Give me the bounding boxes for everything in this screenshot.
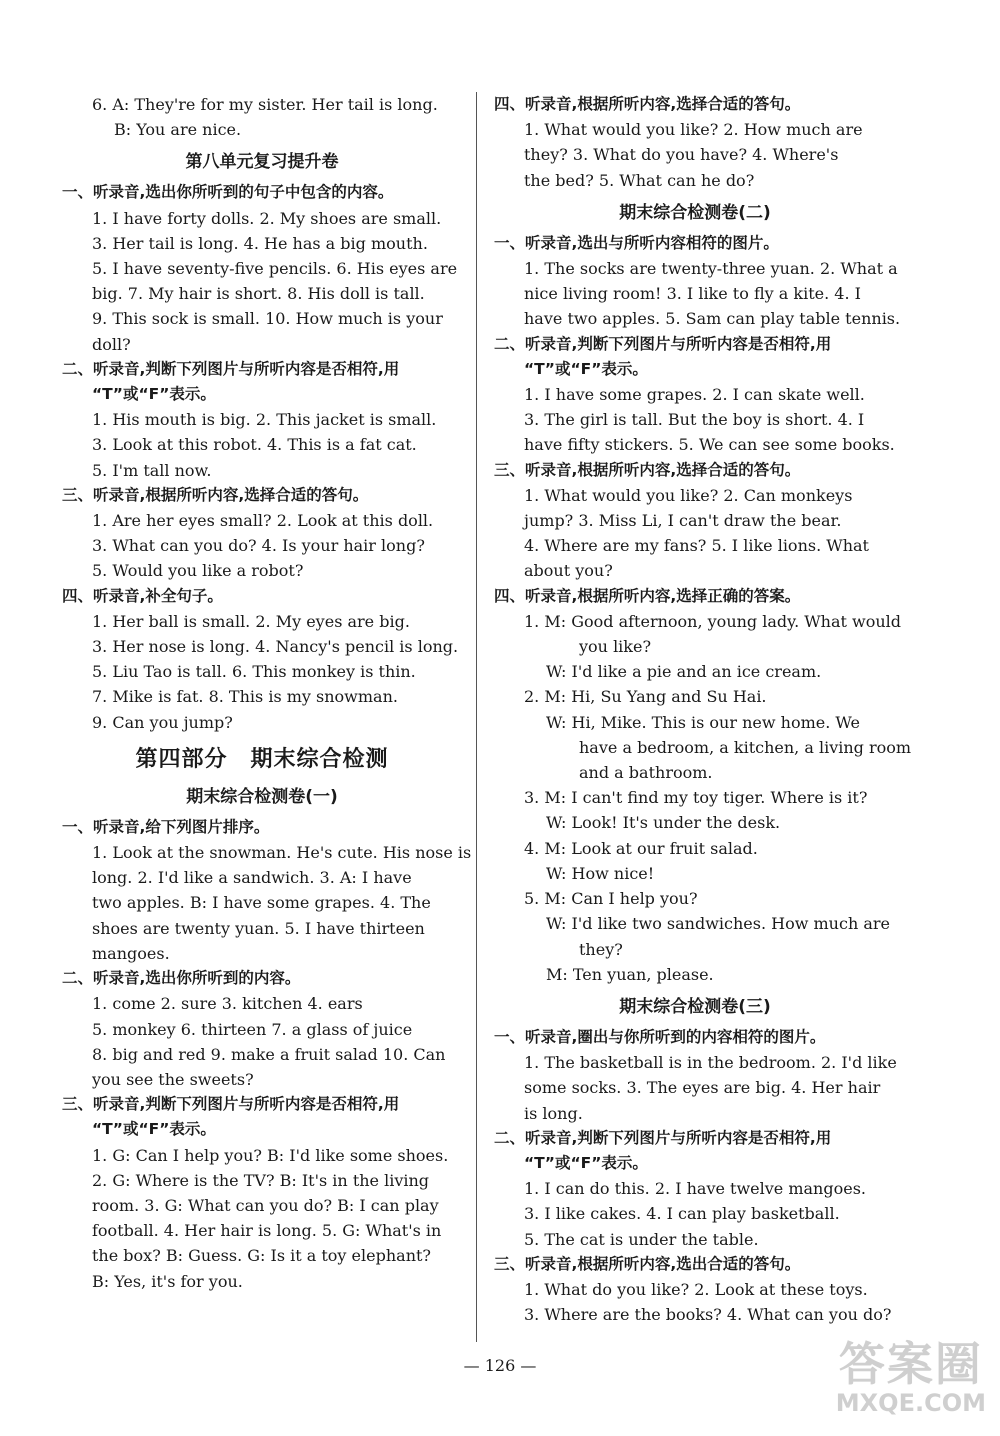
text-line: jump? 3. Miss Li, I can't draw the bear. xyxy=(524,511,842,531)
text-line: 1. come 2. sure 3. kitchen 4. ears xyxy=(92,994,363,1014)
text-line: 3. M: I can't find my toy tiger. Where is it? xyxy=(524,788,868,808)
text-line: 3. I like cakes. 4. I can play basketball. xyxy=(524,1204,840,1224)
text-line: 5. Liu Tao is tall. 6. This monkey is thin. xyxy=(92,662,416,682)
text-line: 5. monkey 6. thirteen 7. a glass of juice xyxy=(92,1019,413,1039)
text-line: 1. I can do this. 2. I have twelve mangoes. xyxy=(524,1179,866,1199)
question-heading: 二、听录音,判断下列图片与所听内容是否相符,用 xyxy=(494,1128,832,1147)
text-line: 1. I have some grapes. 2. I can skate well. xyxy=(524,385,865,405)
text-line: 3. What can you do? 4. Is your hair long? xyxy=(92,536,425,556)
text-line: 1. I have forty dolls. 2. My shoes are small. xyxy=(92,208,442,228)
text-line: W: I'd like a pie and an ice cream. xyxy=(546,662,822,682)
text-line: they? 3. What do you have? 4. Where's xyxy=(524,145,839,165)
text-line: 2. M: Hi, Su Yang and Su Hai. xyxy=(524,687,767,707)
question-heading: 一、听录音,圈出与你所听到的内容相符的图片。 xyxy=(494,1027,826,1046)
part-title: 第四部分 期末综合检测 xyxy=(135,746,389,772)
text-line: 3. Her tail is long. 4. He has a big mouth. xyxy=(92,233,428,253)
text-line: they? xyxy=(579,939,623,959)
text-line: 4. Where are my fans? 5. I like lions. What xyxy=(524,536,869,556)
text-line: and a bathroom. xyxy=(579,763,713,783)
watermark-text: 答案圈 xyxy=(838,1337,983,1391)
text-line: have two apples. 5. Sam can play table tennis. xyxy=(524,309,901,329)
column-divider xyxy=(476,92,477,1342)
question-heading: 二、听录音,选出你所听到的内容。 xyxy=(62,969,301,988)
text-line: some socks. 3. The eyes are big. 4. Her hair xyxy=(524,1078,881,1098)
text-line: 3. The girl is tall. But the boy is short. 4. I xyxy=(524,410,865,430)
text-line: 1. M: Good afternoon, young lady. What would xyxy=(524,611,902,631)
text-line: B: Yes, it's for you. xyxy=(92,1271,243,1291)
text-line: 9. This sock is small. 10. How much is your xyxy=(92,309,443,329)
text-line: M: Ten yuan, please. xyxy=(546,964,714,984)
text-line: 1. What do you like? 2. Look at these toys. xyxy=(524,1279,868,1299)
section-title: 期末综合检测卷(三) xyxy=(619,996,771,1017)
text-line: the bed? 5. What can he do? xyxy=(524,170,755,190)
page-number: — 126 — xyxy=(463,1356,537,1375)
question-heading: 三、听录音,根据所听内容,选择合适的答句。 xyxy=(62,485,369,504)
left-column xyxy=(62,92,472,1294)
text-line: big. 7. My hair is short. 8. His doll is tall. xyxy=(92,284,425,304)
text-line: 5. I have seventy-five pencils. 6. His eyes are xyxy=(92,259,458,279)
section-title: 期末综合检测卷(二) xyxy=(619,202,771,223)
text-line: B: You are nice. xyxy=(114,120,242,140)
text-line: W: Look! It's under the desk. xyxy=(546,813,781,833)
text-line: 7. Mike is fat. 8. This is my snowman. xyxy=(92,687,398,707)
question-heading: 三、听录音,根据所听内容,选出合适的答句。 xyxy=(494,1254,801,1273)
text-line: 1. G: Can I help you? B: I'd like some shoes. xyxy=(92,1145,449,1165)
text-line: you like? xyxy=(579,637,652,657)
question-heading: 四、听录音,根据所听内容,选择正确的答案。 xyxy=(494,586,801,605)
watermark-logo xyxy=(836,1338,986,1416)
right-column xyxy=(494,92,912,1327)
text-line: 1. Look at the snowman. He's cute. His nose is xyxy=(92,843,472,863)
text-line: you see the sweets? xyxy=(92,1069,254,1089)
text-line: is long. xyxy=(524,1103,583,1123)
text-line: W: I'd like two sandwiches. How much are xyxy=(546,914,890,934)
text-line: W: Hi, Mike. This is our new home. We xyxy=(546,712,860,732)
text-line: 5. M: Can I help you? xyxy=(524,889,698,909)
section-title: 期末综合检测卷(一) xyxy=(186,786,338,807)
text-line: 5. The cat is under the table. xyxy=(524,1229,759,1249)
text-line: 1. The socks are twenty-three yuan. 2. What a xyxy=(524,259,898,279)
text-line: two apples. B: I have some grapes. 4. The xyxy=(92,893,431,913)
question-heading: “T”或“F”表示。 xyxy=(524,1153,648,1172)
text-line: 1. His mouth is big. 2. This jacket is small. xyxy=(92,410,437,430)
text-line: the box? B: Guess. G: Is it a toy elephant? xyxy=(92,1246,432,1266)
text-line: long. 2. I'd like a sandwich. 3. A: I have xyxy=(92,868,412,888)
question-heading: 二、听录音,判断下列图片与所听内容是否相符,用 xyxy=(494,334,832,353)
text-line: about you? xyxy=(524,561,613,581)
text-line: 1. Her ball is small. 2. My eyes are big. xyxy=(92,611,410,631)
text-line: nice living room! 3. I like to fly a kite. 4. I xyxy=(524,284,861,304)
text-line: 3. Look at this robot. 4. This is a fat cat. xyxy=(92,435,417,455)
question-heading: “T”或“F”表示。 xyxy=(524,359,648,378)
text-line: football. 4. Her hair is long. 5. G: What's in xyxy=(92,1221,442,1241)
text-line: shoes are twenty yuan. 5. I have thirteen xyxy=(92,918,425,938)
question-heading: 二、听录音,判断下列图片与所听内容是否相符,用 xyxy=(62,359,400,378)
question-heading: 三、听录音,根据所听内容,选择合适的答句。 xyxy=(494,460,801,479)
question-heading: “T”或“F”表示。 xyxy=(92,1120,216,1139)
text-line: 1. Are her eyes small? 2. Look at this doll. xyxy=(92,511,434,531)
question-heading: 三、听录音,判断下列图片与所听内容是否相符,用 xyxy=(62,1095,400,1114)
text-line: have fifty stickers. 5. We can see some books. xyxy=(524,435,895,455)
text-line: 3. Her nose is long. 4. Nancy's pencil is long. xyxy=(92,637,459,657)
question-heading: 一、听录音,给下列图片排序。 xyxy=(62,817,270,836)
text-line: 6. A: They're for my sister. Her tail is long. xyxy=(92,95,438,114)
text-line: room. 3. G: What can you do? B: I can play xyxy=(92,1195,439,1215)
text-line: 1. The basketball is in the bedroom. 2. I'd like xyxy=(524,1053,897,1073)
question-heading: 四、听录音,根据所听内容,选择合适的答句。 xyxy=(494,95,801,113)
text-line: have a bedroom, a kitchen, a living room xyxy=(579,737,912,757)
text-line: 3. Where are the books? 4. What can you do? xyxy=(524,1305,892,1325)
question-heading: “T”或“F”表示。 xyxy=(92,385,216,404)
text-line: 1. What would you like? 2. How much are xyxy=(524,120,863,140)
text-line: 5. Would you like a robot? xyxy=(92,561,304,581)
text-line: 1. What would you like? 2. Can monkeys xyxy=(524,485,853,505)
text-line: 2. G: Where is the TV? B: It's in the living xyxy=(92,1170,430,1190)
text-line: 4. M: Look at our fruit salad. xyxy=(524,838,758,858)
section-title: 第八单元复习提升卷 xyxy=(185,152,339,173)
watermark-url: MXQE.COM xyxy=(835,1389,986,1417)
text-line: W: How nice! xyxy=(546,863,655,883)
text-line: 5. I'm tall now. xyxy=(92,460,212,480)
question-heading: 一、听录音,选出与所听内容相符的图片。 xyxy=(494,233,779,252)
text-line: doll? xyxy=(92,334,131,354)
question-heading: 一、听录音,选出你所听到的句子中包含的内容。 xyxy=(62,183,394,202)
text-line: 8. big and red 9. make a fruit salad 10. Can xyxy=(92,1044,446,1064)
question-heading: 四、听录音,补全句子。 xyxy=(62,586,223,605)
text-line: mangoes. xyxy=(92,943,170,963)
text-line: 9. Can you jump? xyxy=(92,712,233,732)
